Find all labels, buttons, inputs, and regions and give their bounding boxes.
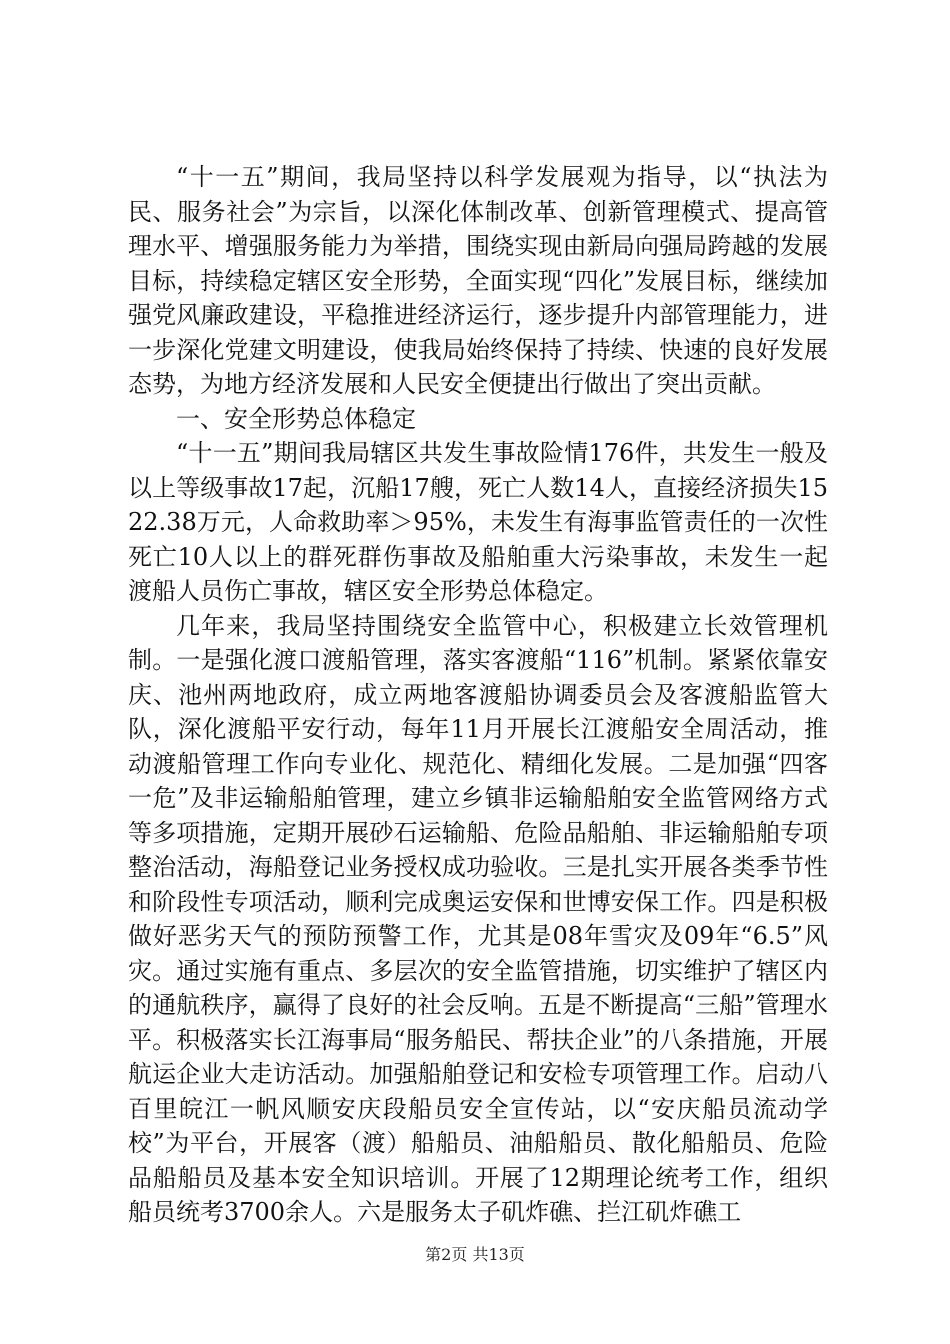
- document-body: [128, 160, 828, 1230]
- paragraph-accident-stats: “十一五”期间我局辖区共发生事故险情176件，共发生一般及以上等级事故17起，沉船17艘，死亡人数14人，直接经济损失1522.38万元，人命救助率＞95%，未发生有海事监管责任的一次性死亡10人以上的群死群伤事故及船舶重大污染事故，未发生一起渡船人员伤亡事故，辖区安全形势总体稳定。: [128, 439, 828, 605]
- page-footer: 第2页 共13页: [425, 1245, 525, 1264]
- section-heading: 一、安全形势总体稳定: [176, 404, 416, 433]
- paragraph-intro: “十一五”期间，我局坚持以科学发展观为指导，以“执法为民、服务社会”为宗旨，以深化体制改革、创新管理模式、提高管理水平、增强服务能力为举措，围绕实现由新局向强局跨越的发展目标，持续稳定辖区安全形势，全面实现“四化”发展目标，继续加强党风廉政建设，平稳推进经济运行，逐步提升内部管理能力，进一步深化党建文明建设，使我局始终保持了持续、快速的良好发展态势，为地方经济发展和人民安全便捷出行做出了突出贡献。: [128, 163, 828, 398]
- paragraph-safety-measures: 几年来，我局坚持围绕安全监管中心，积极建立长效管理机制。一是强化渡口渡船管理，落实客渡船“116”机制。紧紧依靠安庆、池州两地政府，成立两地客渡船协调委员会及客渡船监管大队，深化渡船平安行动，每年11月开展长江渡船安全周活动，推动渡船管理工作向专业化、规范化、精细化发展。二是加强“四客一危”及非运输船舶管理，建立乡镇非运输船舶安全监管网络方式等多项措施，定期开展砂石运输船、危险品船舶、非运输船舶专项整治活动，海船登记业务授权成功验收。三是扎实开展各类季节性和阶段性专项活动，顺利完成奥运安保和世博安保工作。四是积极做好恶劣天气的预防预警工作，尤其是08年雪灾及09年“6.5”风灾。通过实施有重点、多层次的安全监管措施，切实维护了辖区内的通航秩序，赢得了良好的社会反响。五是不断提高“三船”管理水平。积极落实长江海事局“服务船民、帮扶企业”的八条措施，开展航运企业大走访活动。加强船舶登记和安检专项管理工作。启动八百里皖江一帆风顺安庆段船员安全宣传站，以“安庆船员流动学校”为平台，开展客（渡）船船员、油船船员、散化船船员、危险品船船员及基本安全知识培训。开展了12期理论统考工作，组织船员统考3700余人。六是服务太子矶炸礁、拦江矶炸礁工: [128, 611, 828, 1226]
